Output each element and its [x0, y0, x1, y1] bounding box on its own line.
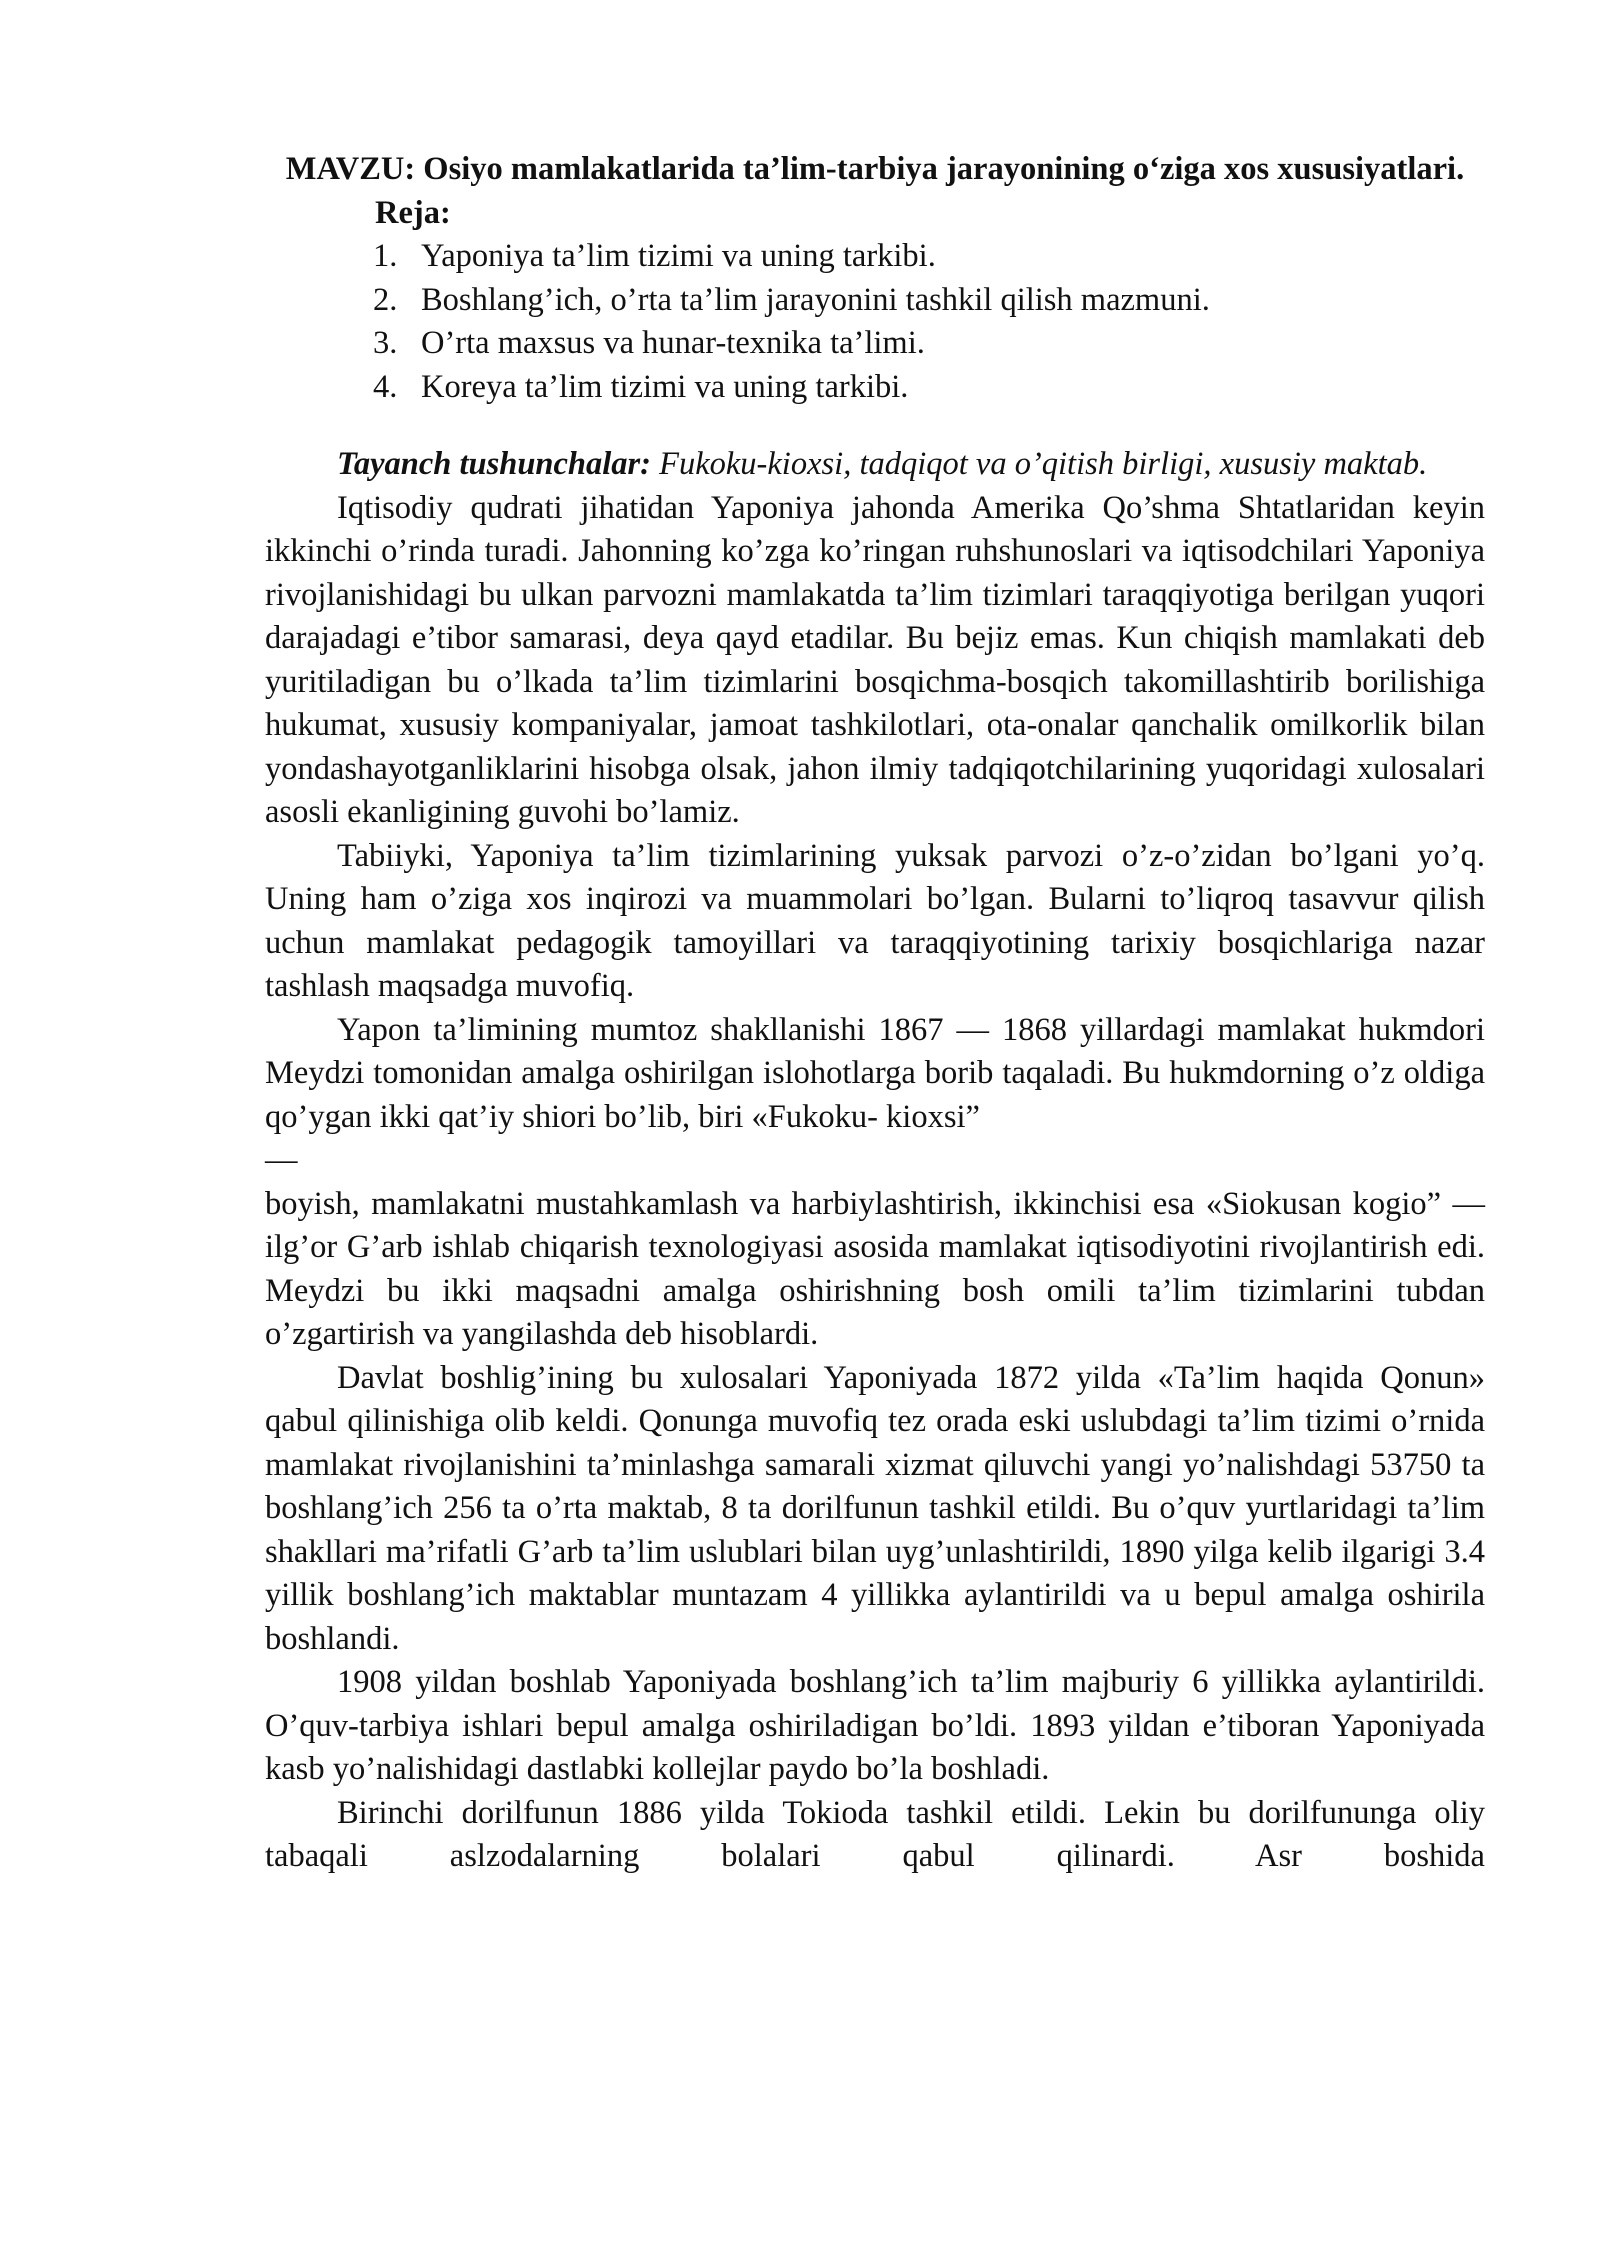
plan-item: [373, 279, 1485, 323]
plan-item: [373, 366, 1485, 410]
plan-item-number: 2.: [373, 281, 398, 318]
body-paragraph: Davlat boshlig’ining bu xulosalari Yaponiyada 1872 yilda «Ta’lim haqida Qonun» qabul qilinishiga olib keldi. Qonunga muvofiq tez orada eski uslubdagi ta’lim tizimi o’rnida mamlakat rivojlanishini ta’minlashga samarali xizmat qiluvchi yangi yo’nalishdagi 53750 ta boshlang’ich 256 ta o’rta maktab, 8 ta dorilfunun tashkil etildi. Bu o’quv yurtlaridagi ta’lim shakllari ma’rifatli G’arb ta’lim uslublari bilan uyg’unlashtirildi, 1890 yilga kelib ilgarigi 3.4 yillik boshlang’ich maktablar muntazam 4 yillikka aylantirildi va u bepul amalga oshirila boshlandi.: [265, 1359, 1485, 1657]
plan-heading: Reja:: [375, 194, 451, 231]
body-paragraph: Iqtisodiy qudrati jihatidan Yaponiya jahonda Amerika Qo’shma Shtatlaridan keyin ikkinchi o’rinda turadi. Jahonning ko’zga ko’ringan ruhshunoslari va iqtisodchilari Yaponiya rivojlanishidagi bu ulkan parvozni mamlakatda ta’lim tizimlari taraqqiyotiga berilgan yuqori darajadagi e’tibor samarasi, deya qayd etadilar. Bu bejiz emas. Kun chiqish mamlakati deb yuritiladigan bu o’lkada ta’lim tizimlarini bosqichma-bosqich takomillashtirib borilishiga hukumat, xususiy kompaniyalar, jamoat tashkilotlari, ota-onalar qanchalik omilkorlik bilan yondashayotganliklarini hisobga olsak, jahon ilmiy tadqiqotchilarining yuqoridagi xulosalari asosli ekanligining guvohi bo’lamiz.: [265, 489, 1485, 830]
keywords-label: Tayanch tushunchalar:: [337, 446, 651, 482]
keywords-text: Fukoku-kioxsi, tadqiqot va o’qitish birligi, xususiy maktab.: [650, 446, 1428, 482]
continuation-paragraph: boyish, mamlakatni mustahkamlash va harbiylashtirish, ikkinchisi esa «Siokusan kogio” — ilg’or G’arb ishlab chiqarish texnologiyasi asosida mamlakat iqtisodiyotini rivojlantirish edi. Meydzi bu ikki maqsadni amalga oshirishning bosh omili ta’lim tizimlarini tubdan o’zgartirish va yangilashda deb hisoblardi.: [265, 1185, 1485, 1352]
body-paragraph: 1908 yildan boshlab Yaponiyada boshlang’ich ta’lim majburiy 6 yillikka aylantirildi. O’quv-tarbiya ishlari bepul amalga oshiriladigan bo’ldi. 1893 yildan e’tiboran Yaponiyada kasb yo’nalishidagi dastlabki kollejlar paydo bo’la boshladi.: [265, 1664, 1485, 1787]
body-paragraph: Birinchi dorilfunun 1886 yilda Tokioda tashkil etildi. Lekin bu dorilfununga oliy tabaqali aslzodalarning bolalari qabul qilinardi. Asr boshida: [265, 1794, 1485, 1874]
document-title: MAVZU: Osiyo mamlakatlarida ta’lim-tarbiya jarayonining o‘ziga xos xususiyatlari.: [285, 151, 1465, 187]
plan-item-text: Yaponiya ta’lim tizimi va uning tarkibi.: [421, 238, 936, 274]
plan-item-text: Boshlang’ich, o’rta ta’lim jarayonini tashkil qilish mazmuni.: [421, 281, 1210, 318]
plan-section: [265, 235, 1485, 409]
document-page: [265, 148, 1485, 1879]
plan-list: [373, 235, 1485, 409]
body-paragraph: Yapon ta’limining mumtoz shakllanishi 1867 — 1868 yillardagi mamlakat hukmdori Meydzi tomonidan amalga oshirilgan islohotlarga borib taqaladi. Bu hukmdorning o’z oldiga qo’ygan ikki qat’iy shiori bo’lib, biri «Fukoku- kioxsi”: [265, 1011, 1485, 1135]
plan-item: [373, 322, 1485, 366]
plan-item-number: 4.: [373, 368, 398, 405]
plan-item-text: Koreya ta’lim tizimi va uning tarkibi.: [421, 368, 909, 405]
keywords-paragraph: [265, 443, 1485, 487]
dash-line: —: [265, 1142, 298, 1178]
plan-item-text: O’rta maxsus va hunar-texnika ta’limi.: [421, 325, 925, 361]
plan-item: [373, 235, 1485, 279]
section-spacer: [265, 409, 1485, 443]
plan-item-number: 3.: [373, 325, 398, 361]
plan-item-number: 1.: [373, 238, 398, 274]
body-paragraph: Tabiiyki, Yaponiya ta’lim tizimlarining yuksak parvozi o’z-o’zidan bo’lgani yo’q. Uning ham o’ziga xos inqirozi va muammolari bo’lgan. Bularni to’liqroq tasavvur qilish uchun mamlakat pedagogik tamoyillari va taraqqiyotining tarixiy bosqichlariga nazar tashlash maqsadga muvofiq.: [265, 837, 1485, 1004]
